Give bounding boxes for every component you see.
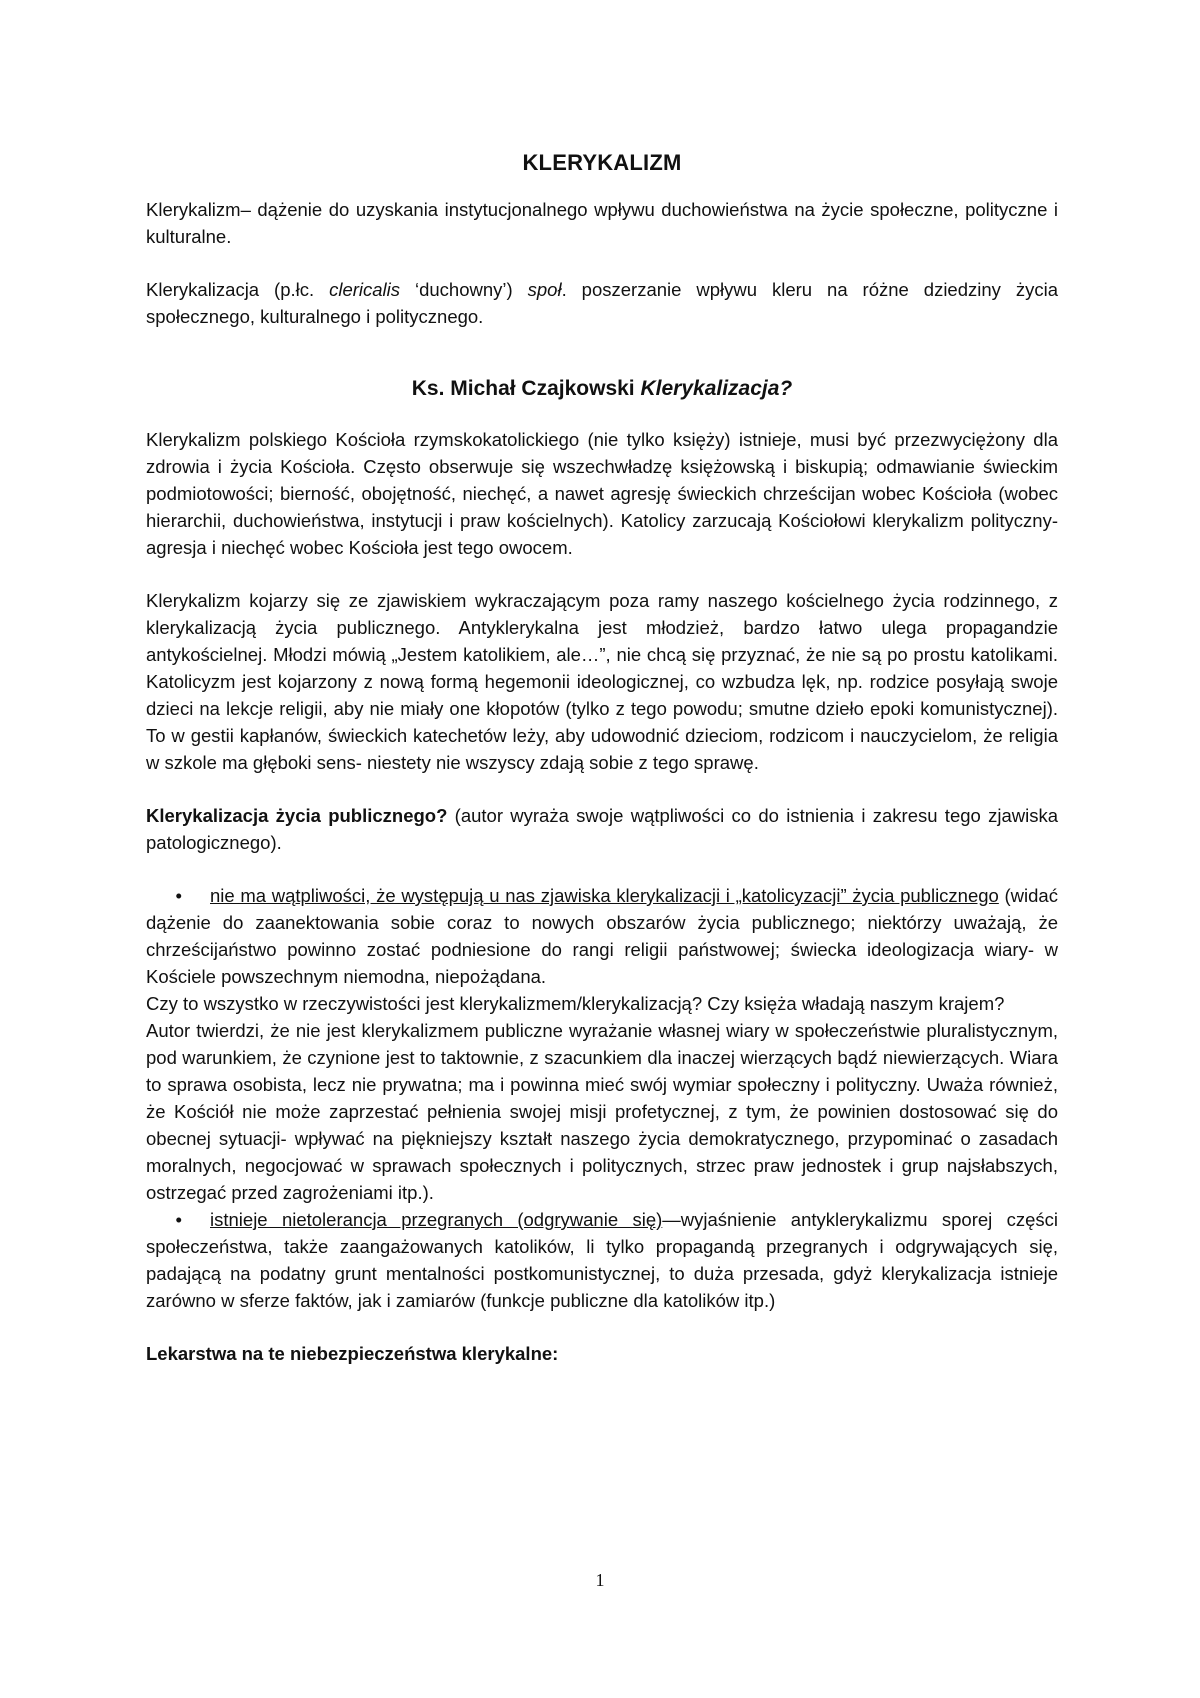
- bullet-1-author-view: Autor twierdzi, że nie jest klerykalizmem publiczne wyrażanie własnej wiary w społeczeństwie pluralistycznym, pod warunkiem, że czynione jest to taktownie, z szacunkiem dla inaczej wierzących bądź niewierzących. Wiara to sprawa osobista, lecz nie prywatna; ma i powinna mieć swój wymiar społeczny i polityczny. Uważa również, że Kościół nie może zaprzestać pełnienia swojej misji profetycznej, z tym, że powinien dostosować się do obecnej sytuacji- wpływać na piękniejszy kształt naszego życia demokratycznego, przypominać o zasadach moralnych, negocjować w sprawach społecznych i politycznych, strzec praw jednostek i grup najsłabszych, ostrzegać przed zagrożeniami itp.).: [146, 1020, 1058, 1203]
- document-title: KLERYKALIZM: [522, 150, 682, 175]
- bullet-1-underlined: nie ma wątpliwości, że występują u nas zjawiska klerykalizacji i „katolicyzacji” życia publicznego: [210, 885, 999, 906]
- bullet-list: [146, 882, 1058, 990]
- definition-klerykalizacja: [146, 276, 1058, 330]
- definition-text-e: . poszerzanie wpływu kleru na różne dziedziny życia społecznego, kulturalnego i politycznego.: [146, 279, 1059, 327]
- definition-latin-term: clericalis: [329, 279, 401, 300]
- bullet-1-question: Czy to wszystko w rzeczywistości jest klerykalizmem/klerykalizacją? Czy księża władają naszym krajem?: [146, 993, 1005, 1014]
- definition-text-a: Klerykalizacja (p.łc.: [146, 279, 330, 300]
- list-item: [146, 1206, 1058, 1314]
- definition-text-c: ‘duchowny’): [400, 279, 528, 300]
- bullet-1-text: (widać dążenie do zaanektowania sobie coraz to nowych obszarów życia publicznego; niektórzy uważają, że chrześcijaństwo powinno zostać podniesione do rangi religii państwowej; świecka ideologizacja wiary- w Kościele powszechnym niemodna, niepożądana.: [146, 885, 1058, 987]
- heading-work-title: Klerykalizacja?: [640, 377, 793, 400]
- bullet-icon: •: [175, 1209, 182, 1230]
- body-paragraph-1: Klerykalizm polskiego Kościoła rzymskokatolickiego (nie tylko księży) istnieje, musi być przezwyciężony dla zdrowia i życia Kościoła. Często obserwuje się wszechwładzę księżowską i biskupią; odmawianie świeckim podmiotowości; bierność, obojętność, niechęć, a nawet agresję świeckich chrześcijan wobec Kościoła (wobec hierarchii, duchowieństwa, instytucji i praw kościelnych). Katolicy zarzucają Kościołowi klerykalizm polityczny- agresja i niechęć wobec Kościoła jest tego owocem.: [146, 429, 1058, 558]
- bullet-2-text: —wyjaśnienie antyklerykalizmu sporej części społeczeństwa, także zaangażowanych katolików, li tylko propagandą przegranych i odgrywających się, padającą na podatny grunt mentalności postkomunistycznej, to duża przesada, gdyż klerykalizacja istnieje zarówno w sferze faktów, jak i zamiarów (funkcje publiczne dla katolików itp.): [146, 1209, 1059, 1311]
- heading-author-name: Ks. Michał Czajkowski: [411, 377, 641, 400]
- bullet-list-2: [146, 1206, 1058, 1314]
- body-paragraph-3: [146, 802, 1058, 856]
- list-item: [146, 882, 1058, 990]
- question-remark: (autor wyraża swoje wątpliwości co do istnienia i zakresu tego zjawiska patologicznego).: [146, 805, 1058, 853]
- closing-heading: Lekarstwa na te niebezpieczeństwa klerykalne:: [146, 1343, 559, 1364]
- document-body: [146, 148, 1058, 1393]
- definition-abbrev: społ: [527, 279, 562, 300]
- bold-question: Klerykalizacja życia publicznego?: [146, 805, 448, 826]
- page-number: 1: [595, 1570, 605, 1590]
- definition-klerykalizm: Klerykalizm– dążenie do uzyskania instytucjonalnego wpływu duchowieństwa na życie społeczne, polityczne i kulturalne.: [146, 199, 1058, 247]
- body-paragraph-2: Klerykalizm kojarzy się ze zjawiskiem wykraczającym poza ramy naszego kościelnego życia rodzinnego, z klerykalizacją życia publicznego. Antyklerykalna jest młodzież, bardzo łatwo ulega propagandzie antykościelnej. Młodzi mówią „Jestem katolikiem, ale…”, nie chcą się przyznać, że nie są po prostu katolikami. Katolicyzm jest kojarzony z nową formą hegemonii ideologicznej, co wzbudza lęk, np. rodzice posyłają swoje dzieci na lekcje religii, aby nie miały one kłopotów (tylko z tego powodu; smutne dzieło epoki komunistycznej). To w gestii kapłanów, świeckich katechetów leży, aby udowodnić dzieciom, rodzicom i nauczycielom, że religia w szkole ma głęboki sens- niestety nie wszyscy zdają sobie z tego sprawę.: [146, 590, 1058, 773]
- bullet-icon: •: [175, 885, 182, 906]
- section-heading-author: [146, 374, 1058, 404]
- bullet-2-underlined: istnieje nietolerancja przegranych (odgrywanie się): [210, 1209, 663, 1230]
